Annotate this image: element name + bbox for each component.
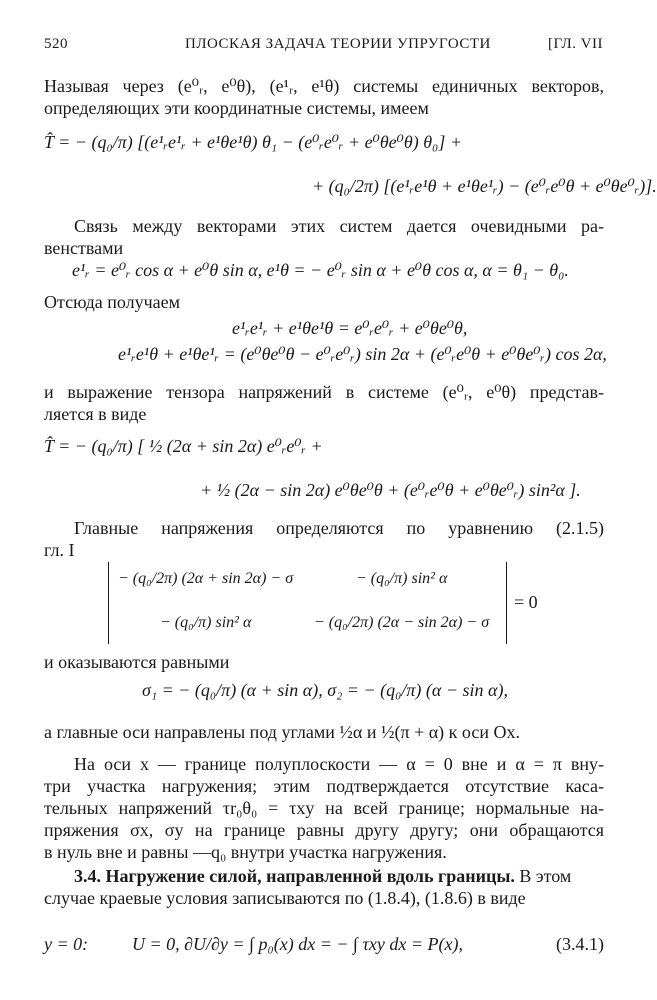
equation-principal-stresses: σ₁ = − (q₀/π) (α + sin α), σ₂ = − (q₀/π) (α − sin α),	[142, 680, 508, 700]
equation-identity-2: e¹ᵣe¹θ + e¹θe¹ᵣ = (e⁰θe⁰θ − e⁰ᵣe⁰ᵣ) sin 2α + (e⁰ᵣe⁰θ + e⁰θe⁰ᵣ) cos 2α,	[118, 344, 607, 364]
equation-identity-1: e¹ᵣe¹ᵣ + e¹θe¹θ = e⁰ᵣe⁰ᵣ + e⁰θe⁰θ,	[232, 318, 468, 338]
equation-tensor-1-line-1: T̂ = − (q₀/π) [(e¹ᵣe¹ᵣ + e¹θe¹θ) θ₁ − (e⁰ᵣe⁰ᵣ + e⁰θe⁰θ) θ₀] +	[44, 132, 462, 152]
equation-boundary-conditions: U = 0, ∂U/∂y = ∫ p₀(x) dx = − ∫ τxy dx = P(x),	[132, 934, 463, 954]
paragraph-8-line-2: три участка нагружения; этим подтверждается отсутствие каса-	[44, 776, 604, 796]
paragraph-8-line-3: тельных напряжений τr₀θ₀ = τxy на всей границе; нормальные на-	[44, 798, 604, 818]
section-3-4-line-1	[74, 864, 604, 888]
determinant-a22: − (q₀/2π) (2α − sin 2α) − σ	[314, 614, 490, 631]
determinant-a11: − (q₀/2π) (2α + sin 2α) − σ	[118, 570, 294, 587]
paragraph-2-line-2: венствами	[44, 238, 124, 258]
paragraph-5-line-2: гл. I	[44, 540, 75, 560]
section-heading: 3.4. Нагружение силой, направленной вдоль границы.	[74, 866, 515, 886]
chapter-reference: [ГЛ. VII	[548, 36, 604, 52]
equation-tensor-1-line-2: + (q₀/2π) [(e¹ᵣe¹θ + e¹θe¹ᵣ) − (e⁰ᵣe⁰θ + e⁰θe⁰ᵣ)].	[312, 176, 657, 196]
paragraph-8-line-1: На оси x — границе полуплоскости — α = 0 вне и α = π вну-	[74, 754, 604, 774]
paragraph-1-line-2: определяющих эти координатные системы, имеем	[44, 98, 429, 118]
determinant-right-bar	[506, 562, 507, 644]
paragraph-8-line-5: в нуль вне и равны —q₀ внутри участка нагружения.	[44, 842, 447, 862]
section-3-4-line-2: случае краевые условия записываются по (1.8.4), (1.8.6) в виде	[44, 888, 526, 908]
paragraph-4-line-2: ляется в виде	[44, 404, 147, 424]
equation-number: (3.4.1)	[556, 934, 604, 954]
determinant-left-bar	[108, 562, 109, 644]
paragraph-5-line-1: Главные напряжения определяются по уравнению (2.1.5)	[74, 518, 604, 538]
determinant-equals-zero: = 0	[514, 592, 538, 612]
equation-final-lhs: y = 0:	[44, 934, 89, 954]
determinant-a21: − (q₀/π) sin² α	[160, 614, 252, 631]
determinant-a12: − (q₀/π) sin² α	[356, 570, 448, 587]
paragraph-7: а главные оси направлены под углами ½α и ½(π + α) к оси Ox.	[44, 722, 520, 742]
paragraph-6: и оказываются равными	[44, 652, 230, 672]
equation-basis-relations: e¹ᵣ = e⁰ᵣ cos α + e⁰θ sin α, e¹θ = − e⁰ᵣ sin α + e⁰θ cos α, α = θ₁ − θ₀.	[72, 260, 569, 280]
paragraph-1-line-1: Называя через (e⁰ᵣ, e⁰θ), (e¹ᵣ, e¹θ) системы единичных векторов,	[44, 76, 604, 96]
page-number: 520	[44, 36, 68, 52]
equation-tensor-2-line-1: T̂ = − (q₀/π) [ ½ (2α + sin 2α) e⁰ᵣe⁰ᵣ +	[44, 436, 323, 456]
paragraph-4-line-1: и выражение тензора напряжений в системе (e⁰ᵣ, e⁰θ) представ-	[44, 382, 604, 402]
paragraph-8-line-4: пряжения σx, σy на границе равны другу другу; они обращаются	[44, 820, 604, 840]
paragraph-2-line-1: Связь между векторами этих систем дается очевидными ра-	[74, 216, 604, 236]
paragraph-3: Отсюда получаем	[44, 292, 181, 312]
section-3-4-line-1-rest: В этом	[519, 866, 572, 886]
running-title: ПЛОСКАЯ ЗАДАЧА ТЕОРИИ УПРУГОСТИ	[185, 36, 491, 52]
equation-tensor-2-line-2: + ½ (2α − sin 2α) e⁰θe⁰θ + (e⁰ᵣe⁰θ + e⁰θe⁰ᵣ) sin²α ].	[200, 480, 581, 500]
